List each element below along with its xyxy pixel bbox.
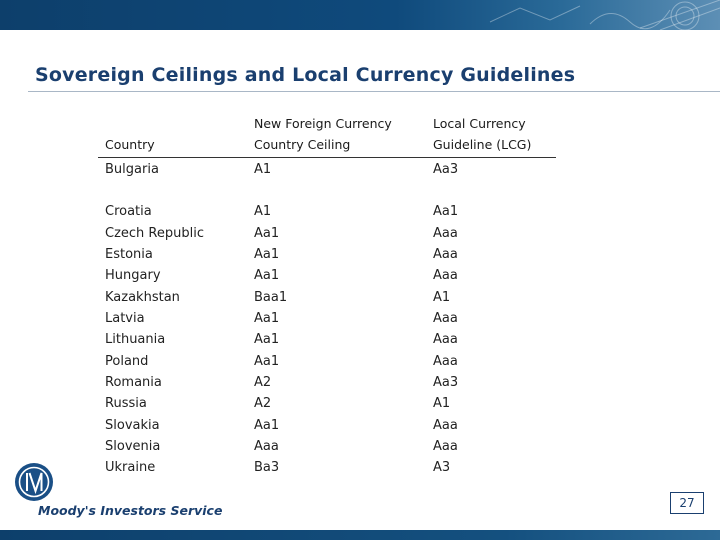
lcg-cell: Aa1 bbox=[433, 204, 459, 219]
bottom-banner bbox=[0, 530, 720, 540]
banner-texture-icon bbox=[480, 0, 720, 30]
country-cell: Czech Republic bbox=[105, 226, 204, 241]
page-number: 27 bbox=[670, 492, 704, 514]
lcg-cell: A3 bbox=[433, 460, 451, 475]
lcg-cell: Aaa bbox=[433, 247, 458, 262]
country-cell: Bulgaria bbox=[105, 162, 159, 177]
country-cell: Poland bbox=[105, 354, 149, 369]
lcg-cell: Aaa bbox=[433, 226, 458, 241]
fc-ceiling-cell: Aa1 bbox=[254, 311, 280, 326]
lcg-cell: Aaa bbox=[433, 354, 458, 369]
header-lc-line2: Guideline (LCG) bbox=[433, 137, 532, 152]
country-cell: Slovakia bbox=[105, 418, 160, 433]
country-cell: Lithuania bbox=[105, 332, 166, 347]
fc-ceiling-cell: Aaa bbox=[254, 439, 279, 454]
country-cell: Estonia bbox=[105, 247, 153, 262]
fc-ceiling-cell: Aa1 bbox=[254, 354, 280, 369]
header-divider bbox=[98, 157, 556, 158]
fc-ceiling-cell: A1 bbox=[254, 162, 272, 177]
country-cell: Ukraine bbox=[105, 460, 156, 475]
title-divider bbox=[28, 91, 720, 92]
fc-ceiling-cell: Aa1 bbox=[254, 247, 280, 262]
country-cell: Kazakhstan bbox=[105, 290, 180, 305]
header-country: Country bbox=[105, 137, 155, 152]
fc-ceiling-cell: Aa1 bbox=[254, 268, 280, 283]
lcg-cell: A1 bbox=[433, 396, 451, 411]
lcg-cell: Aaa bbox=[433, 311, 458, 326]
country-cell: Latvia bbox=[105, 311, 145, 326]
fc-ceiling-cell: A2 bbox=[254, 396, 272, 411]
fc-ceiling-cell: A1 bbox=[254, 204, 272, 219]
lcg-cell: Aaa bbox=[433, 332, 458, 347]
country-cell: Russia bbox=[105, 396, 147, 411]
fc-ceiling-cell: Ba3 bbox=[254, 460, 280, 475]
fc-ceiling-cell: Aa1 bbox=[254, 418, 280, 433]
fc-ceiling-cell: Baa1 bbox=[254, 290, 288, 305]
brand-name: Moody's Investors Service bbox=[38, 503, 223, 518]
top-banner bbox=[0, 0, 720, 30]
country-cell: Croatia bbox=[105, 204, 152, 219]
header-fc-line2: Country Ceiling bbox=[254, 137, 351, 152]
lcg-cell: Aa3 bbox=[433, 162, 459, 177]
country-cell: Hungary bbox=[105, 268, 161, 283]
fc-ceiling-cell: Aa1 bbox=[254, 226, 280, 241]
moodys-logo-icon bbox=[14, 462, 54, 502]
lcg-cell: Aa3 bbox=[433, 375, 459, 390]
lcg-cell: A1 bbox=[433, 290, 451, 305]
header-lc-line1: Local Currency bbox=[433, 116, 526, 131]
country-cell: Romania bbox=[105, 375, 162, 390]
header-fc-line1: New Foreign Currency bbox=[254, 116, 392, 131]
lcg-cell: Aaa bbox=[433, 268, 458, 283]
fc-ceiling-cell: Aa1 bbox=[254, 332, 280, 347]
lcg-cell: Aaa bbox=[433, 439, 458, 454]
page-title: Sovereign Ceilings and Local Currency Guidelines bbox=[35, 64, 576, 86]
lcg-cell: Aaa bbox=[433, 418, 458, 433]
fc-ceiling-cell: A2 bbox=[254, 375, 272, 390]
country-cell: Slovenia bbox=[105, 439, 161, 454]
